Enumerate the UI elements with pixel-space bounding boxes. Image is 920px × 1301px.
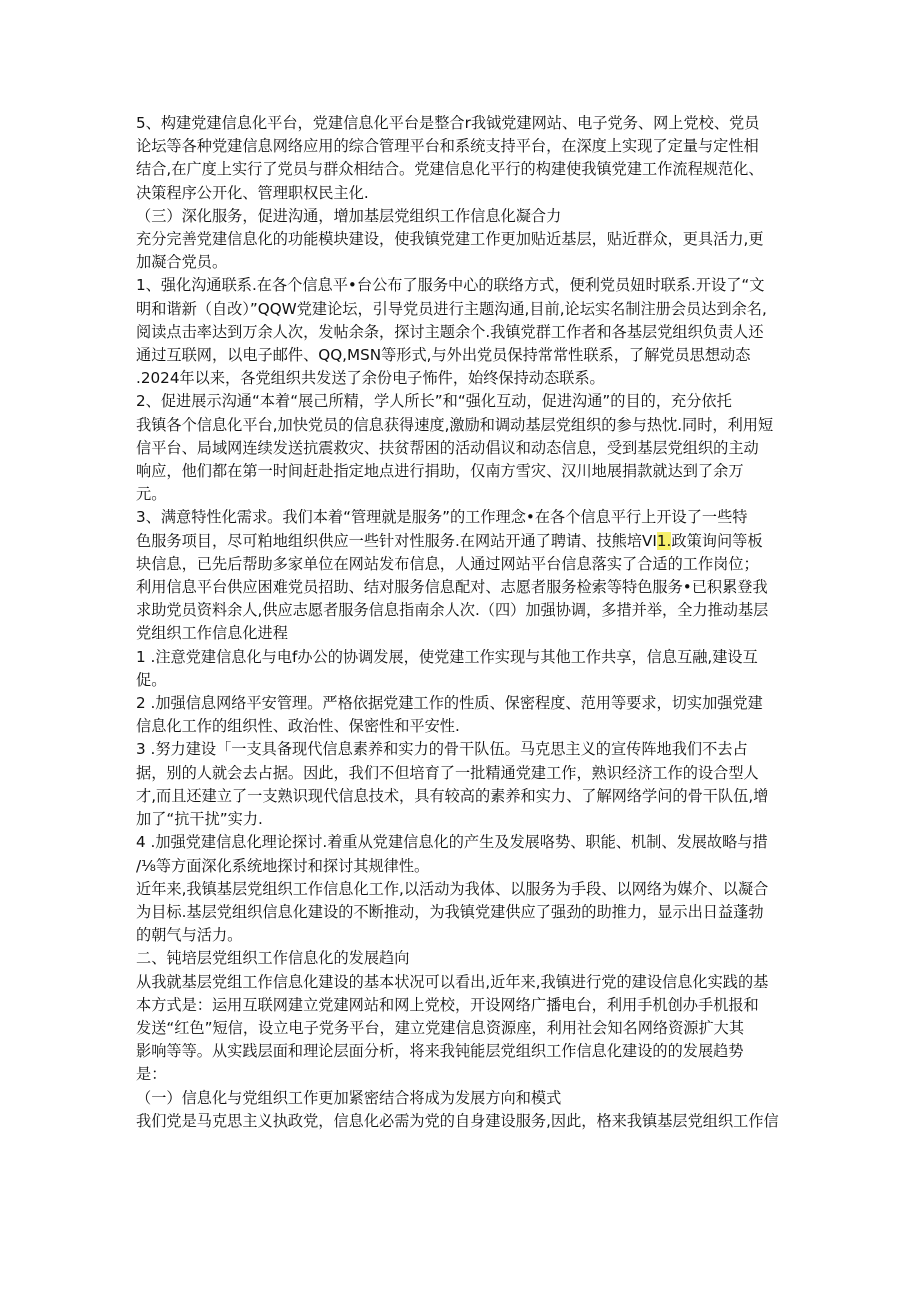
paragraph-strengthen-communication: 1、强化沟通联系.在各个信息平•台公布了服务中心的联络方式，便利党员妞时联系.开设了“文 明和谐新（自改）”QQW党建论坛，引导党员进行主题沟通,目前,论坛实名制注册会员达到余名, 阅读点击率达到万余人次，发帖余条，探讨主题余个.我镇党群工作者和各基层党组织负责人还 通过互联网，以电子邮件、QQ,MSN等形式,与外出党员保持常常性联系，了解党员思想动态 .2024年以来，各党组织共发送了余份电子怖件，始终保持动态联系。	[136, 276, 767, 388]
highlighted-text: 1.	[656, 531, 672, 550]
paragraph-promote-display: 2、促进展示沟通“本着“展己所精，学人所长”和“强化互动，促进沟通”的目的，充分依托 我镇各个信息化平台,加快党员的信息获得速度,激励和调动基层党组织的参与热忱.同时，利用短 信平台、局域网连续发送抗震救灾、扶贫帮困的活动倡议和动态信息，受到基层党组织的主动 响应，他们都在第一时间赶赴指定地点进行捐助，仅南方雪灾、汉川地展捐款就达到了余万 元。	[136, 392, 774, 504]
paragraph-part-before-highlight: 3、满意特性化需求。我们本着“管理就是服务”的工作理念•在各个信息平行上开设了一些特 色服务项目，尽可粕地组织供应一些针对性服务.在网站开通了聘请、技熊培VI	[136, 508, 748, 550]
section-heading-development-trend: 二、钝培层党组织工作信息化的发展趋向	[136, 949, 410, 968]
paragraph-recent-years: 近年来,我镇基层党组织工作信息化工作,以活动为我体、以服务为手段、以网络为媒介、以凝合 为目标.基层党组织信息化建设的不断推动，为我镇党建供应了强劲的助推力，显示出日益蓬勃 的朝气与活力。	[136, 879, 769, 945]
list-item-theory-research: 4 .加强党建信息化理论探讨.着重从党建信息化的产生及发展咯势、职能、机制、发展故略与措 /⅛等方面深化系统地探讨和探讨其规律性。	[136, 833, 768, 875]
subsection-heading-closer-integration: （一）信息化与党组织工作更加紧密结合将成为发展方向和模式	[136, 1088, 562, 1107]
paragraph-basic-situation: 从我就基层党组工作信息化建设的基本状况可以看出,近年来,我镇进行党的建设信息化实践的基 本方式是：运用互联网建立党建网站和网上党校，开设网络广播电台，利用手机创办手机报和 发送“红色”短信，设立电子党务平台，建立党建信息资源座，利用社会知名网络资源扩大其 影响等等。从实践层面和理论层面分析，将来我钝能层党组织工作信息化建设的的发展趋势 是：	[136, 972, 769, 1084]
paragraph-satisfy-personalized-needs	[136, 506, 786, 645]
paragraph-part-after-highlight: 政策询问等板 块信息，已先后帮助多家单位在网站发布信息，人通过网站平台信息落实了合适的工作岗位； 利用信息平台供应困难党员招助、结对服务信息配对、志愿者服务检索等特色服务•已积累登我 求助党员资料余人,供应志愿者服务信息指南余人次.（四）加强协调，多措并举，全力推动基层 党组织工作信息化进程	[136, 531, 769, 643]
paragraph-platform-construction: 5、构建党建信息化平台，党建信息化平台是整合r我钺党建网站、电子党务、网上党校、党员 论坛等各种党建信息网络应用的综合管理平台和系统支持平台，在深度上实现了定量与定性相 结合,在广度上实行了党员与群众相结合。党建信息化平行的构建使我镇党建工作流程规范化、 决策程序公开化、管理职权民主化.	[136, 114, 764, 202]
list-item-build-team: 3 .努力建设「一支具备现代信息素养和实力的骨干队伍。马克思主义的宣传阵地我们不去占 据，别的人就会去占据。因此，我们不但培育了一批精通党建工作，熟识经济工作的设合型人 才,而且还建立了一支熟识现代信息技术，具有较高的素养和实力、了解网络学问的骨干队伍,增 加了“抗干扰”实力.	[136, 740, 769, 829]
document-body	[136, 112, 786, 1133]
list-item-coordinated-development: 1 .注意党建信息化与电f办公的协调发展，使党建工作实现与其他工作共享，信息互融,建设互 促。	[136, 647, 758, 689]
list-item-network-security: 2 .加强信息网络平安管理。严格依据党建工作的性质、保密程度、范用等要求，切实加强党建 信息化工作的组织性、政治性、保密性和平安性.	[136, 694, 763, 736]
paragraph-ruling-party: 我们党是马克思主义执政党，信息化必需为党的自身建设服务,因此，格来我镇基层党组织工作信	[136, 1111, 779, 1130]
section-heading-deepen-service: （三）深化服务，促进沟通，增加基层党组织工作信息化凝合力	[136, 206, 562, 225]
paragraph-module-construction: 充分完善党建信息化的功能模块建设，使我镇党建工作更加贴近基层，贴近群众，更具活力,更 加凝合党员。	[136, 230, 764, 272]
